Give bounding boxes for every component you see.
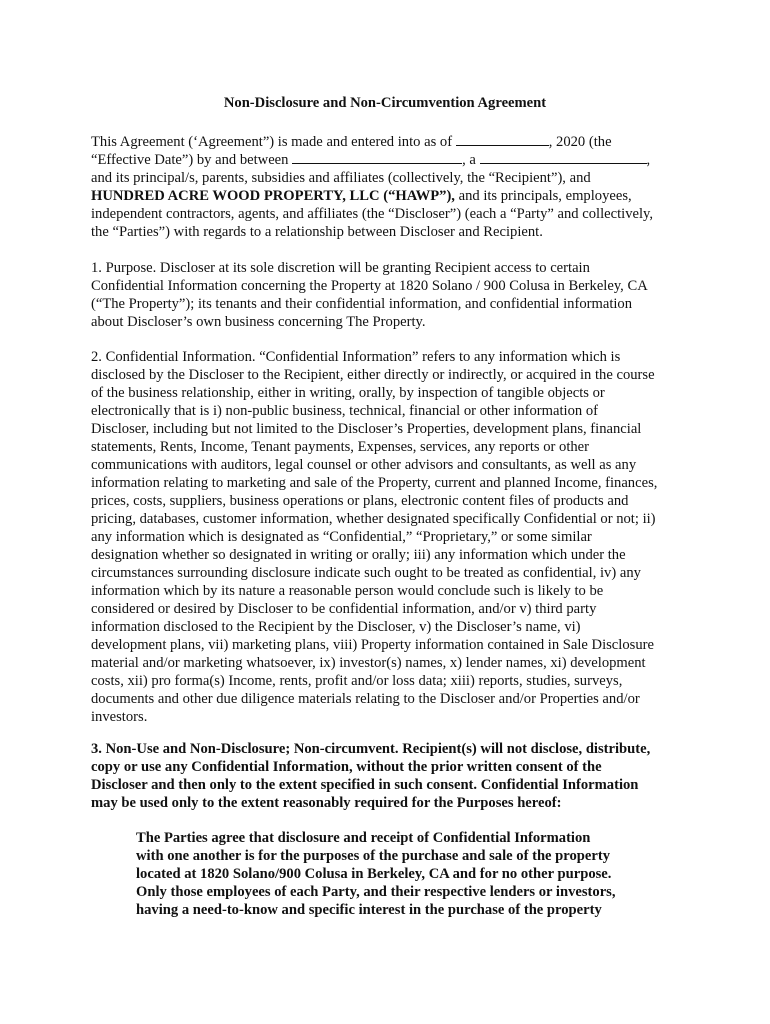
discloser-name: HUNDRED ACRE WOOD PROPERTY, LLC (“HAWP”), — [91, 188, 455, 204]
intro-line-4 — [91, 187, 632, 205]
intro-text: This Agreement (‘Agreement”) is made and entered into as of — [91, 134, 456, 150]
section-2-line: information which by its nature a reasonable person would conclude such is likely to be — [91, 583, 604, 599]
indented-line: having a need-to-know and specific interest in the purchase of the property — [136, 902, 602, 918]
section-3-line: may be used only to the extent reasonably required for the Purposes hereof: — [91, 795, 562, 811]
section-1-line: about Discloser’s own business concerning The Property. — [91, 314, 426, 330]
intro-text: and its principals, employees, — [454, 188, 632, 204]
section-2-line: designation whether so designated in writing or orally; iii) any information which under the — [91, 547, 626, 563]
intro-line-1 — [91, 133, 612, 151]
section-2-line: statements, Rents, Income, Tenant payments, Expenses, services, any reports or other — [91, 439, 590, 455]
section-2-line: considered or desired by Discloser to be confidential information, and/or v) third party — [91, 601, 597, 617]
section-2-line: development plans, vii) marketing plans, viii) Property information contained in Sale Disclosure — [91, 637, 654, 653]
indented-line: Only those employees of each Party, and their respective lenders or investors, — [136, 884, 616, 900]
intro-line-3: and its principal/s, parents, subsidies and affiliates (collectively, the “Recipient”), and — [91, 170, 591, 186]
recipient-entity-blank-field[interactable] — [480, 151, 647, 164]
section-2-line: information relating to marketing and sale of the Property, current and planned Income, finances, — [91, 475, 658, 491]
date-blank-field[interactable] — [456, 133, 549, 146]
intro-line-5: independent contractors, agents, and affiliates (the “Discloser”) (each a “Party” and collectively, — [91, 206, 654, 222]
section-2-line: investors. — [91, 709, 148, 725]
section-1-line: Confidential Information concerning the Property at 1820 Solano / 900 Colusa in Berkeley, CA — [91, 278, 648, 294]
section-2-line: communications with auditors, legal counsel or other advisors and consultants, as well as any — [91, 457, 637, 473]
section-2-line: costs, xii) pro forma(s) Income, rents, profit and/or loss data; xiii) reports, studies, surveys, — [91, 673, 623, 689]
section-3-line: 3. Non-Use and Non-Disclosure; Non-circumvent. Recipient(s) will not disclose, distribute, — [91, 741, 651, 757]
section-2-line: disclosed by the Discloser to the Recipient, either directly or indirectly, or acquired in the course — [91, 367, 655, 383]
section-2-line: electronically that is i) non-public business, technical, financial or other information of — [91, 403, 598, 419]
section-1-line: 1. Purpose. Discloser at its sole discretion will be granting Recipient access to certain — [91, 260, 590, 276]
intro-line-6: the “Parties”) with regards to a relationship between Discloser and Recipient. — [91, 224, 543, 240]
section-2-line: any information which is designated as “Confidential,” “Proprietary,” or some similar — [91, 529, 592, 545]
indented-line: with one another is for the purposes of the purchase and sale of the property — [136, 848, 611, 864]
section-2-line: circumstances surrounding disclosure indicate such ought to be treated as confidential, iv) any — [91, 565, 641, 581]
section-2-line: pricing, databases, customer information, whether designated specifically Confidential or not; ii) — [91, 511, 656, 527]
section-2-line: of the business relationship, either in writing, orally, by inspection of tangible objects or — [91, 385, 605, 401]
recipient-name-blank-field[interactable] — [292, 151, 462, 164]
section-1-line: (“The Property”); its tenants and their confidential information, and confidential information — [91, 296, 633, 312]
section-2-line: information disclosed to the Recipient by the Discloser, v) the Discloser’s name, vi) — [91, 619, 581, 635]
intro-text: , a — [462, 152, 480, 168]
document-title: Non-Disclosure and Non-Circumvention Agreement — [223, 95, 547, 111]
indented-line: The Parties agree that disclosure and receipt of Confidential Information — [136, 830, 591, 846]
intro-text: , 2020 (the — [548, 134, 612, 150]
intro-text: , — [646, 152, 651, 168]
intro-text: “Effective Date”) by and between — [91, 152, 293, 168]
section-2-line: Discloser, including but not limited to the Discloser’s Properties, development plans, financial — [91, 421, 642, 437]
section-2-line: material and/or marketing whatsoever, ix) investor(s) names, x) lender names, xi) development — [91, 655, 646, 671]
section-2-line: prices, costs, suppliers, business operations or plans, electronic content files of products and — [91, 493, 629, 509]
section-2-line: 2. Confidential Information. “Confidential Information” refers to any information which is — [91, 349, 621, 365]
section-3-line: Discloser and then only to the extent specified in such consent. Confidential Information — [91, 777, 639, 793]
intro-line-2 — [91, 151, 650, 169]
section-2-line: documents and other due diligence materials relating to the Discloser and/or Properties and/or — [91, 691, 640, 707]
section-3-line: copy or use any Confidential Information, without the prior written consent of the — [91, 759, 602, 775]
indented-line: located at 1820 Solano/900 Colusa in Berkeley, CA and for no other purpose. — [136, 866, 612, 882]
